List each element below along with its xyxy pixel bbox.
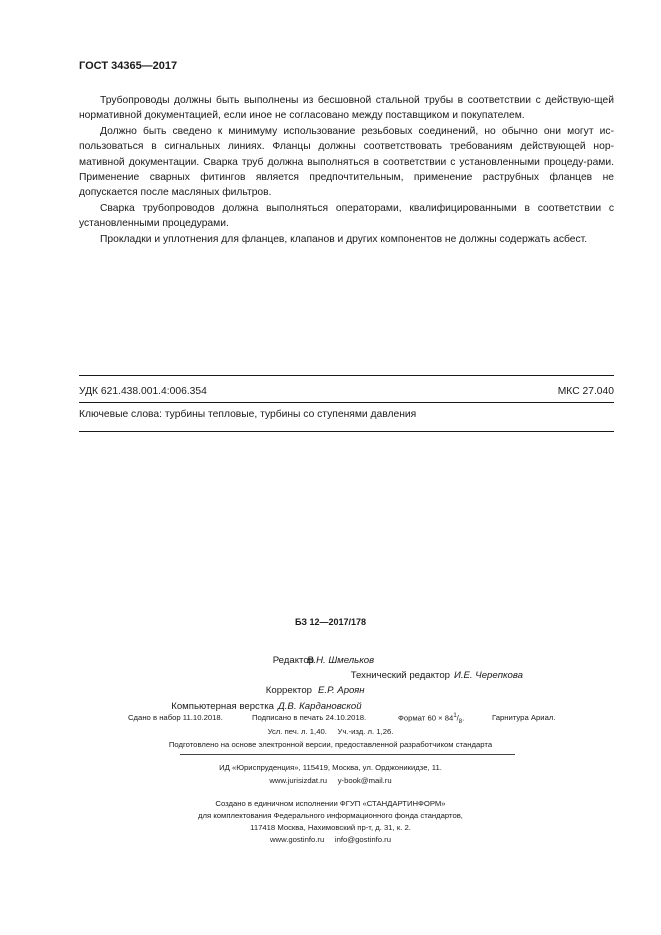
signed-date: Подписано в печать 24.10.2018. [252, 713, 367, 722]
typeface: Гарнитура Ариал. [492, 713, 556, 722]
body-text [79, 93, 614, 247]
divider-top [79, 375, 614, 376]
publisher-line: Создано в единичном исполнении ФГУП «СТАНДАРТИНФОРМ» [215, 799, 446, 808]
format-sup: 1 [453, 713, 457, 719]
divider-bottom [79, 431, 614, 432]
format-suffix: . [462, 713, 465, 723]
publisher-address: 117418 Москва, Нахимовский пр-т, д. 31, к. 2. [250, 823, 411, 832]
bz-number: БЗ 12—2017/178 [294, 617, 367, 627]
mks-code: МКС 27.040 [557, 386, 614, 397]
publisher-contacts: www.gostinfo.ru info@gostinfo.ru [269, 835, 392, 844]
udk-code: УДК 621.438.001.4:006.354 [79, 386, 207, 397]
credit-line [0, 653, 661, 668]
credit-name: И.Е. Черепкова [454, 670, 524, 682]
keywords: Ключевые слова: турбины тепловые, турбины со ступенями давления [79, 409, 417, 420]
credit-role: Компьютерная верстка [171, 700, 274, 712]
format-prefix: Формат 60 × 84 [398, 713, 454, 723]
credit-line [0, 668, 661, 683]
divider-middle [79, 402, 614, 403]
paragraph: Прокладки и уплотнения для фланцев, клапанов и других компонентов не должны содержать асбест. [100, 233, 588, 245]
credit-role: Редактор [272, 655, 314, 666]
submitted-date: Сдано в набор 11.10.2018. [128, 713, 223, 722]
print-prepared: Подготовлено на основе электронной версии, предоставленной разработчиком стандарта [168, 740, 493, 749]
credit-name: В.Н. Шмельков [307, 655, 375, 666]
divider-thin [180, 754, 515, 755]
document-code: ГОСТ 34365—2017 [79, 60, 178, 72]
credit-line [0, 699, 661, 714]
publisher-line: ИД «Юриспруденция», 115419, Москва, ул. Орджоникидзе, 11. [219, 763, 442, 772]
credit-name: Д.В. Кардановской [278, 700, 362, 712]
paragraph: Трубопроводы должны быть выполнены из бесшовной стальной трубы в соответствии с действую-щей нормативной документацией, если иное не согласовано между поставщиком и покупателем. [79, 95, 614, 122]
credit-role: Корректор [265, 685, 312, 697]
credit-role: Технический редактор [350, 670, 450, 682]
format-sub: 8 [458, 719, 463, 726]
paragraph: Должно быть сведено к минимуму использование резьбовых соединений, но обычно они могут ис-пользоваться в сигнальных линиях. Фланцы должны соответствовать требованиям действующей нор-мативной документации. Сварка труб должна выполняться в соответствии с установленными процеду-рами. Применение сварных фитингов является предпочтительным, применение раструбных фланцев не допускается после масляных фильтров. [79, 125, 614, 199]
paragraph: Сварка трубопроводов должна выполняться операторами, квалифицированными в соответствии с установленными процедурами. [79, 202, 614, 230]
publisher-line: для комплектования Федерального информационного фонда стандартов, [198, 811, 463, 820]
credit-line [0, 683, 661, 698]
paper-format: Формат $60 \times 84^1/_8$. [398, 713, 465, 726]
credit-name: Е.Р. Ароян [318, 685, 365, 697]
publisher-contacts: www.jurisizdat.ru y-book@mail.ru [269, 776, 392, 785]
print-sheets: Усл. печ. л. 1,40. Уч.-изд. л. 1,26. [267, 727, 394, 736]
credits-block [0, 653, 661, 714]
